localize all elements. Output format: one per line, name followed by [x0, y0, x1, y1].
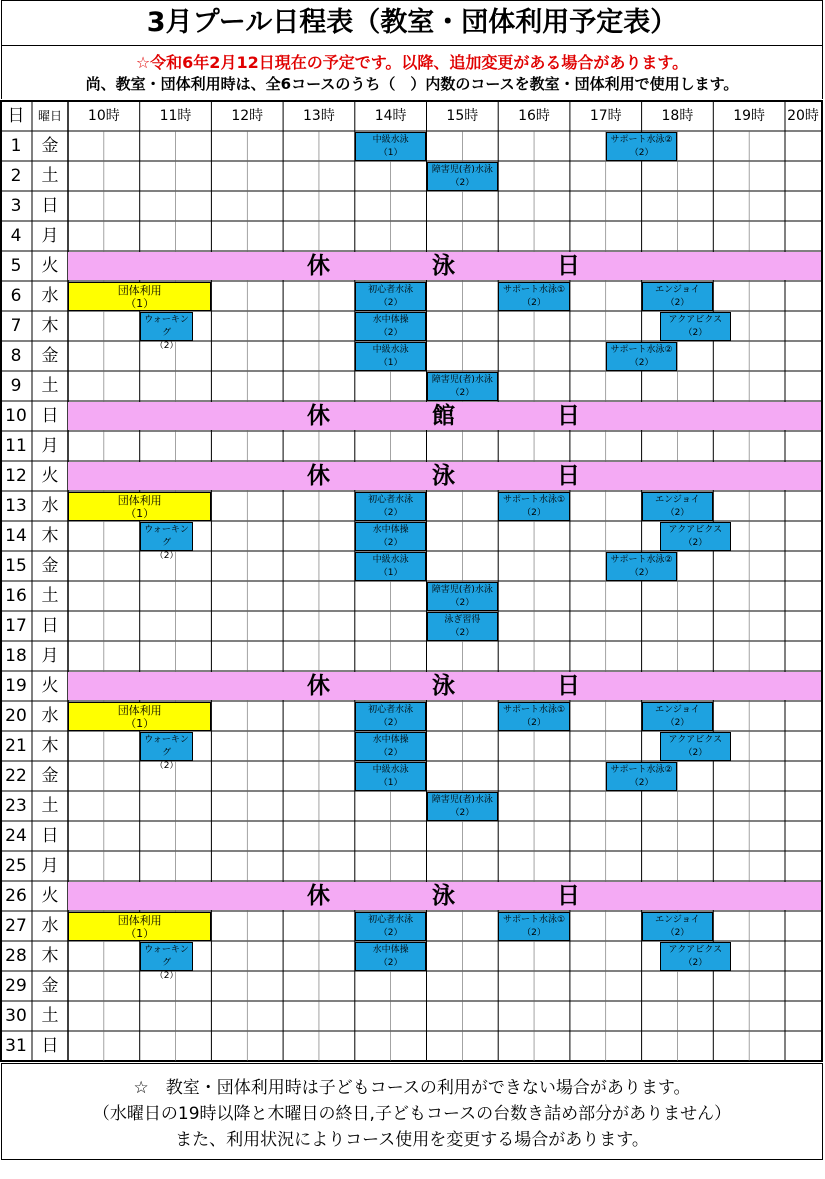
day-number: 24: [5, 826, 27, 846]
day-number: 17: [5, 616, 27, 636]
booking-block[interactable]: [355, 492, 427, 521]
booking-name: 水中体操: [372, 525, 409, 535]
footer-line-2: （水曜日の19時以降と木曜日の終日,子どもコースの台数き詰め部分がありません）: [92, 1104, 732, 1124]
booking-name: サポート水泳②: [610, 345, 673, 355]
booking-block[interactable]: [68, 912, 211, 941]
booking-name: サポート水泳②: [610, 555, 673, 565]
weekday: 日: [41, 406, 59, 426]
closure-char: 泳: [432, 673, 457, 699]
notice: [1, 46, 823, 99]
weekday: 土: [41, 796, 59, 816]
booking-block[interactable]: [660, 732, 732, 761]
header-hour: 16時: [518, 108, 550, 124]
day-number: 4: [10, 226, 22, 246]
booking-courses: （2）: [154, 971, 179, 981]
booking-block[interactable]: [140, 732, 194, 771]
weekday: 木: [41, 736, 59, 756]
booking-name: アクアビクス: [668, 735, 723, 745]
header-hour: 11時: [159, 108, 192, 124]
day-number: 18: [5, 646, 27, 666]
booking-name: エンジョイ: [655, 915, 700, 925]
booking-block[interactable]: [355, 312, 427, 341]
booking-name: 初心者水泳: [368, 285, 414, 295]
weekday: 水: [41, 286, 59, 306]
weekday: 月: [41, 646, 59, 666]
page-title: 3月プール日程表（教室・団体利用予定表）: [1, 0, 823, 46]
weekday: 水: [41, 496, 59, 516]
header-hour: 13時: [303, 108, 335, 124]
day-number: 29: [5, 976, 27, 996]
booking-block[interactable]: [140, 522, 194, 561]
day-number: 6: [10, 286, 22, 306]
weekday: 金: [41, 766, 59, 786]
booking-name: 団体利用: [117, 494, 162, 507]
booking-courses: （2）: [629, 148, 654, 158]
header-hour: 12時: [231, 108, 264, 124]
closure-band: [68, 462, 821, 490]
closure-char: 休: [307, 463, 332, 489]
booking-courses: （2）: [378, 508, 403, 518]
booking-courses: （1）: [378, 148, 403, 158]
header-hour: 10時: [87, 108, 120, 124]
booking-block[interactable]: [660, 522, 732, 551]
booking-name: 中級水泳: [372, 345, 409, 355]
booking-block[interactable]: [606, 132, 678, 161]
day-number: 21: [5, 736, 27, 756]
booking-name: サポート水泳②: [610, 135, 673, 145]
weekday: 土: [41, 166, 59, 186]
booking-name: サポート水泳①: [502, 705, 566, 715]
closure-char: 休: [307, 403, 332, 429]
booking-courses: （2）: [683, 748, 708, 758]
booking-name: エンジョイ: [655, 285, 700, 295]
booking-name: 中級水泳: [372, 765, 409, 775]
booking-block[interactable]: [68, 492, 211, 521]
booking-courses: （2）: [450, 598, 475, 608]
booking-block[interactable]: [140, 312, 194, 351]
weekday: 木: [41, 526, 59, 546]
booking-block[interactable]: [660, 312, 732, 341]
booking-courses: （2）: [683, 538, 708, 548]
closure-char: 日: [557, 463, 582, 489]
day-number: 26: [5, 886, 27, 906]
booking-name: ウォーキング: [144, 525, 189, 548]
booking-courses: （2）: [378, 958, 403, 968]
day-number: 15: [5, 556, 27, 576]
booking-name: アクアビクス: [668, 315, 723, 325]
weekday: 火: [41, 886, 59, 906]
weekday: 火: [41, 676, 59, 696]
booking-block[interactable]: [606, 552, 678, 581]
booking-courses: （2）: [450, 628, 475, 638]
day-number: 31: [5, 1036, 27, 1056]
header-hour: 15時: [446, 108, 479, 124]
booking-name: 団体利用: [117, 704, 162, 717]
weekday: 日: [41, 1036, 59, 1056]
weekday: 火: [41, 256, 59, 276]
header-hour: 19時: [733, 108, 766, 124]
day-number: 8: [10, 346, 22, 366]
booking-block[interactable]: [606, 342, 678, 371]
booking-courses: （2）: [450, 388, 475, 398]
booking-courses: （2）: [522, 928, 546, 938]
weekday: 木: [41, 946, 59, 966]
footer-notes: [1, 1063, 823, 1160]
booking-courses: （2）: [665, 298, 690, 308]
header-weekday: 曜日: [37, 109, 62, 123]
booking-block[interactable]: [355, 282, 427, 311]
booking-courses: （2）: [378, 328, 403, 338]
booking-name: 障害児(者)水泳: [431, 165, 493, 175]
booking-courses: （2）: [665, 508, 690, 518]
closure-char: 休: [307, 673, 332, 699]
booking-courses: （1）: [125, 717, 155, 730]
day-number: 16: [5, 586, 27, 606]
weekday: 金: [41, 136, 59, 156]
booking-courses: （2）: [378, 748, 403, 758]
weekday: 金: [41, 556, 59, 576]
booking-block[interactable]: [427, 612, 499, 641]
weekday: 日: [41, 616, 59, 636]
booking-name: ウォーキング: [144, 735, 189, 758]
booking-name: 団体利用: [117, 914, 162, 927]
booking-courses: （2）: [665, 928, 690, 938]
booking-block[interactable]: [642, 282, 714, 311]
weekday: 金: [41, 976, 59, 996]
booking-block[interactable]: [498, 282, 570, 311]
day-number: 22: [5, 766, 27, 786]
day-number: 10: [5, 406, 27, 426]
closure-char: 館: [432, 403, 457, 429]
booking-name: 初心者水泳: [368, 915, 414, 925]
booking-courses: （1）: [378, 778, 403, 788]
weekday: 木: [41, 316, 59, 336]
booking-courses: （2）: [378, 538, 403, 548]
day-number: 9: [10, 376, 22, 396]
weekday: 月: [41, 436, 59, 456]
booking-name: 初心者水泳: [368, 495, 414, 505]
booking-block[interactable]: [68, 282, 211, 311]
booking-courses: （2）: [683, 328, 708, 338]
day-number: 27: [5, 916, 27, 936]
weekday: 日: [41, 196, 59, 216]
booking-name: アクアビクス: [668, 945, 723, 955]
booking-block[interactable]: [140, 942, 194, 981]
booking-name: ウォーキング: [144, 945, 189, 968]
day-number: 30: [5, 1006, 27, 1026]
day-number: 14: [5, 526, 27, 546]
footer-line-3: また、利用状況によりコース使用を変更する場合があります。: [175, 1130, 649, 1150]
header-hour: 20時: [787, 108, 819, 124]
booking-block[interactable]: [660, 942, 732, 971]
booking-name: 障害児(者)水泳: [431, 585, 493, 595]
day-number: 19: [5, 676, 27, 696]
weekday: 月: [41, 856, 59, 876]
booking-name: アクアビクス: [668, 525, 723, 535]
booking-courses: （2）: [522, 298, 546, 308]
weekday: 土: [41, 1006, 59, 1026]
booking-block[interactable]: [427, 162, 499, 191]
weekday: 土: [41, 376, 59, 396]
booking-courses: （2）: [378, 298, 403, 308]
booking-courses: （2）: [154, 761, 179, 771]
day-number: 12: [5, 466, 27, 486]
booking-courses: （2）: [378, 718, 403, 728]
booking-name: サポート水泳①: [502, 915, 566, 925]
booking-courses: （2）: [522, 718, 546, 728]
booking-name: エンジョイ: [655, 495, 700, 505]
booking-block[interactable]: [642, 492, 714, 521]
weekday: 火: [41, 466, 59, 486]
booking-name: 中級水泳: [372, 135, 409, 145]
booking-name: サポート水泳①: [502, 285, 566, 295]
header-hour: 18時: [661, 108, 694, 124]
booking-name: ウォーキング: [144, 315, 189, 338]
booking-courses: （2）: [629, 358, 654, 368]
booking-block[interactable]: [355, 732, 427, 761]
closure-char: 日: [557, 883, 582, 909]
booking-name: 水中体操: [372, 945, 409, 955]
weekday: 土: [41, 586, 59, 606]
closure-char: 泳: [432, 883, 457, 909]
day-number: 5: [10, 256, 22, 276]
footer-line-1: ☆ 教室・団体利用時は子どもコースの利用ができない場合があります。: [133, 1078, 691, 1098]
closure-band: [68, 252, 821, 280]
booking-name: サポート水泳①: [502, 495, 566, 505]
booking-block[interactable]: [498, 702, 570, 731]
booking-block[interactable]: [427, 792, 499, 821]
closure-band: [68, 402, 821, 430]
booking-block[interactable]: [355, 942, 427, 971]
booking-name: サポート水泳②: [610, 765, 673, 775]
closure-char: 日: [557, 673, 582, 699]
booking-courses: （1）: [378, 358, 403, 368]
weekday: 水: [41, 916, 59, 936]
closure-band: [68, 672, 821, 700]
closure-band: [68, 882, 821, 910]
closure-char: 休: [307, 883, 332, 909]
booking-name: エンジョイ: [655, 705, 700, 715]
booking-name: 障害児(者)水泳: [431, 795, 493, 805]
booking-block[interactable]: [355, 762, 427, 791]
booking-courses: （2）: [665, 718, 690, 728]
booking-name: 団体利用: [117, 284, 162, 297]
header-day: 日: [7, 106, 25, 126]
weekday: 水: [41, 706, 59, 726]
weekday: 月: [41, 226, 59, 246]
booking-block[interactable]: [427, 582, 499, 611]
day-number: 3: [10, 196, 22, 216]
booking-block[interactable]: [606, 762, 678, 791]
day-number: 11: [5, 436, 27, 456]
closure-char: 日: [557, 403, 582, 429]
booking-courses: （2）: [450, 808, 475, 818]
booking-name: 初心者水泳: [368, 705, 414, 715]
closure-char: 泳: [432, 463, 457, 489]
closure-char: 休: [307, 253, 332, 279]
booking-courses: （2）: [683, 958, 708, 968]
booking-block[interactable]: [68, 702, 211, 731]
header-hour: 14時: [374, 108, 407, 124]
booking-courses: （1）: [378, 568, 403, 578]
day-number: 23: [5, 796, 27, 816]
day-number: 20: [5, 706, 27, 726]
weekday: 日: [41, 826, 59, 846]
booking-block[interactable]: [498, 912, 570, 941]
day-number: 13: [5, 496, 27, 516]
day-number: 1: [10, 136, 22, 156]
booking-block[interactable]: [355, 342, 427, 371]
booking-courses: （2）: [629, 778, 654, 788]
booking-name: 泳ぎ習得: [444, 615, 481, 625]
booking-block[interactable]: [642, 912, 714, 941]
day-number: 28: [5, 946, 27, 966]
booking-name: 障害児(者)水泳: [431, 375, 493, 385]
booking-courses: （2）: [522, 508, 546, 518]
booking-name: 水中体操: [372, 735, 409, 745]
booking-courses: （1）: [125, 297, 155, 310]
booking-block[interactable]: [355, 522, 427, 551]
closure-char: 泳: [432, 253, 457, 279]
booking-block[interactable]: [642, 702, 714, 731]
booking-block[interactable]: [355, 552, 427, 581]
booking-courses: （2）: [378, 928, 403, 938]
booking-courses: （2）: [154, 341, 179, 351]
booking-block[interactable]: [355, 132, 427, 161]
booking-name: 水中体操: [372, 315, 409, 325]
booking-courses: （2）: [629, 568, 654, 578]
booking-courses: （1）: [125, 927, 155, 940]
closure-char: 日: [557, 253, 582, 279]
day-number: 2: [10, 166, 22, 186]
notice-line-2: 尚、教室・団体利用時は、全6コースのうち（ ）内数のコースを教室・団体利用で使用します。: [85, 75, 739, 93]
booking-name: 中級水泳: [372, 555, 409, 565]
booking-block[interactable]: [498, 492, 570, 521]
weekday: 金: [41, 346, 59, 366]
notice-line-1: ☆令和6年2月12日現在の予定です。以降、追加変更がある場合があります。: [135, 53, 689, 72]
booking-courses: （2）: [450, 178, 475, 188]
booking-courses: （1）: [125, 507, 155, 520]
booking-block[interactable]: [355, 702, 427, 731]
header-hour: 17時: [589, 108, 622, 124]
booking-courses: （2）: [154, 551, 179, 561]
booking-block[interactable]: [427, 372, 499, 401]
day-number: 7: [10, 316, 22, 336]
booking-block[interactable]: [355, 912, 427, 941]
day-number: 25: [5, 856, 27, 876]
